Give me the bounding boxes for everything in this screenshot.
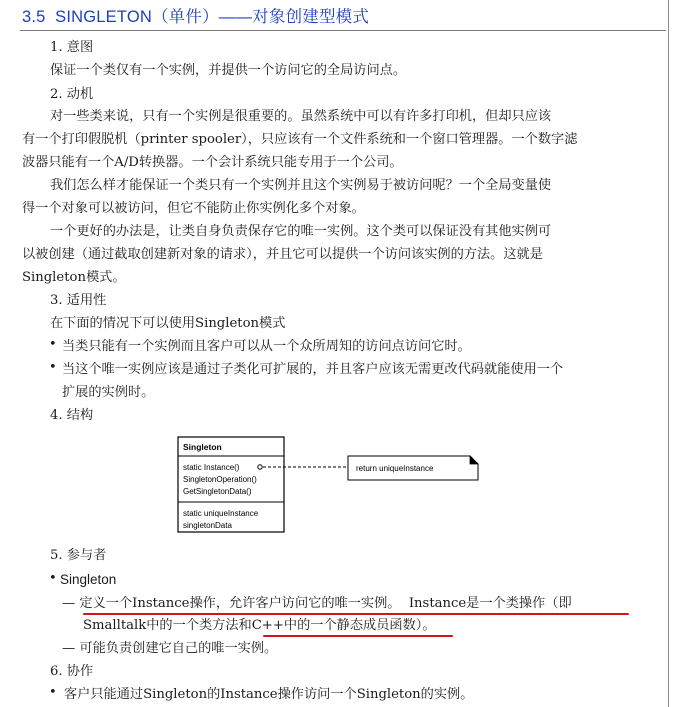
participant-desc: — 可能负责创建它自己的唯一实例。: [62, 641, 278, 656]
applicability-bullet: 当这个唯一实例应该是通过子类化可扩展的，并且客户应该无需更改代码就能使用一个: [62, 362, 564, 377]
note-fold-corner: [470, 456, 478, 464]
motivation-line: Singleton模式。: [22, 270, 126, 285]
heading-rule: [20, 30, 666, 31]
section-title: SINGLETON（单件）——对象创建型模式: [55, 8, 370, 26]
applicability-heading: 3. 适用性: [50, 293, 107, 308]
uml-class-diagram: [170, 434, 490, 534]
bullet-dot: •: [49, 337, 57, 352]
motivation-line: 有一个打印假脱机（printer spooler），只应该有一个文件系统和一个窗口管理器。一个数字滤: [22, 132, 578, 147]
motivation-line: 我们怎么样才能保证一个类只有一个实例并且这个实例易于被访问呢？一个全局变量使: [50, 178, 552, 193]
motivation-line: 一个更好的办法是，让类自身负责保存它的唯一实例。这个类可以保证没有其他实例可: [50, 224, 552, 239]
bullet-dot: •: [49, 685, 57, 700]
bullet-dot: •: [49, 571, 57, 586]
participant-desc-part: Instance是一个类操作（即: [408, 596, 572, 611]
motivation-line: 以被创建（通过截取创建新对象的请求），并且它可以提供一个访问该实例的方法。这就是: [22, 247, 543, 262]
motivation-line: 波器只能有一个A/D转换器。一个会计系统只能专用于一个公司。: [22, 155, 403, 170]
motivation-line: 对一些类来说，只有一个实例是很重要的。虽然系统中可以有许多打印机，但却只应该: [50, 109, 552, 124]
bullet-dot: •: [49, 360, 57, 375]
applicability-bullet-cont: 扩展的实例时。: [62, 385, 155, 400]
collaborations-bullet: 客户只能通过Singleton的Instance操作访问一个Singleton的实例。: [64, 687, 474, 702]
section-number: 3.5: [22, 8, 46, 26]
red-underline: [83, 613, 629, 615]
structure-heading: 4. 结构: [50, 408, 94, 423]
participants-heading: 5. 参与者: [50, 548, 107, 563]
section-heading: [22, 3, 369, 27]
participant-name: Singleton: [60, 572, 117, 587]
class-operation: SingletonOperation(): [183, 475, 257, 484]
intent-heading: 1. 意图: [50, 40, 94, 55]
red-underline: [263, 635, 453, 637]
note-anchor-circle: [258, 465, 262, 469]
participant-desc-part: — 定义一个Instance操作，允许客户访问它的唯一实例。: [62, 596, 401, 611]
collaborations-heading: 6. 协作: [50, 664, 94, 679]
motivation-heading: 2. 动机: [50, 87, 94, 102]
motivation-line: 得一个对象可以被访问，但它不能防止你实例化多个对象。: [22, 201, 365, 216]
participant-desc: [62, 595, 572, 613]
participant-desc-cont: Smalltalk中的一个类方法和C++中的一个静态成员函数）。: [83, 618, 436, 633]
class-operation: static Instance(): [183, 463, 240, 472]
class-attribute: static uniqueInstance: [183, 509, 259, 518]
class-operation: GetSingletonData(): [183, 487, 252, 496]
page-border: [668, 0, 669, 707]
applicability-intro: 在下面的情况下可以使用Singleton模式: [50, 316, 286, 331]
intent-text: 保证一个类仅有一个实例，并提供一个访问它的全局访问点。: [50, 63, 407, 78]
applicability-bullet: 当类只能有一个实例而且客户可以从一个众所周知的访问点访问它时。: [62, 339, 471, 354]
note-text: return uniqueInstance: [356, 464, 434, 473]
class-attribute: singletonData: [183, 521, 232, 530]
class-name: Singleton: [183, 442, 222, 452]
